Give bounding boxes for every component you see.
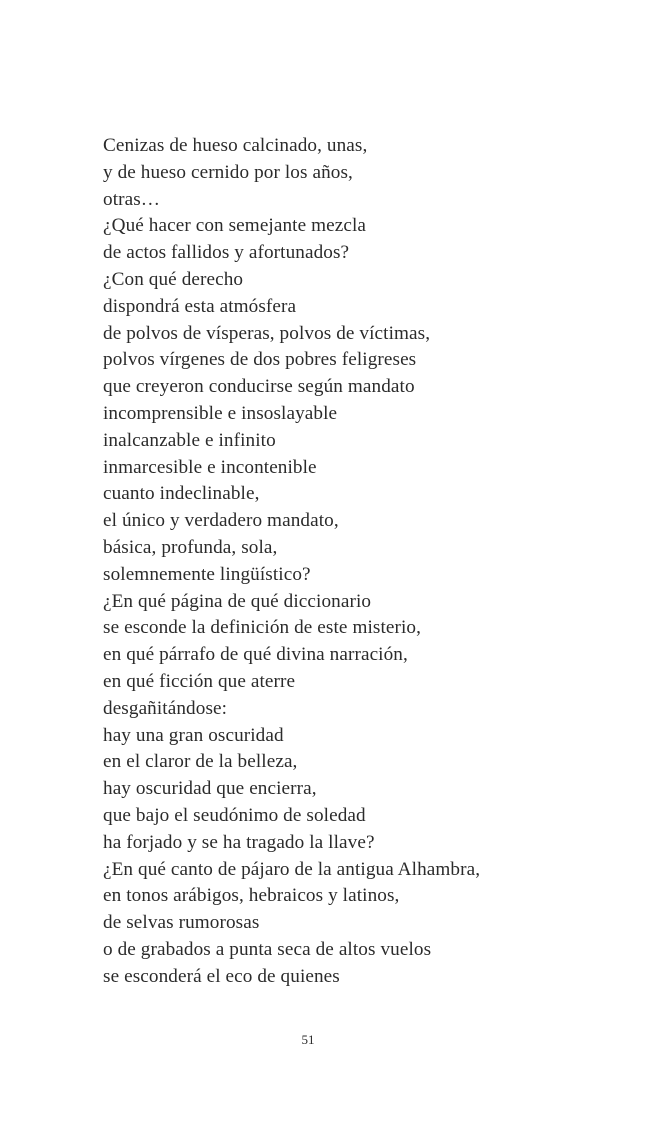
poem-line: solemnemente lingüístico?: [103, 563, 311, 585]
poem-line: dispondrá esta atmósfera: [103, 295, 297, 317]
poem-line: otras…: [103, 188, 161, 210]
poem-line: el único y verdadero mandato,: [103, 510, 339, 532]
poem-line: ¿En qué página de qué diccionario: [103, 590, 372, 612]
poem-line: desgañitándose:: [103, 697, 228, 719]
poem-line: de polvos de vísperas, polvos de víctimas,: [103, 322, 431, 344]
poem-line: se esconderá el eco de quienes: [103, 965, 340, 987]
poem-line: que bajo el seudónimo de soledad: [103, 804, 366, 826]
poem-line: hay una gran oscuridad: [103, 724, 284, 746]
poem-line: ha forjado y se ha tragado la llave?: [103, 831, 375, 853]
poem-line: de actos fallidos y afortunados?: [103, 242, 350, 264]
poem-line: polvos vírgenes de dos pobres feligreses: [103, 349, 417, 371]
poem-line: y de hueso cernido por los años,: [103, 161, 353, 183]
poem-line: básica, profunda, sola,: [103, 536, 278, 558]
poem-text: [103, 133, 603, 991]
poem-line: inalcanzable e infinito: [103, 429, 276, 451]
poem-line: ¿Con qué derecho: [103, 268, 244, 290]
poem-line: inmarcesible e incontenible: [103, 456, 317, 478]
poem-line: que creyeron conducirse según mandato: [103, 376, 415, 398]
poem-line: hay oscuridad que encierra,: [103, 778, 317, 800]
poem-line: o de grabados a punta seca de altos vuelos: [103, 938, 432, 960]
poem-line: Cenizas de hueso calcinado, unas,: [103, 135, 368, 156]
poem-line: se esconde la definición de este misterio,: [103, 617, 422, 639]
poem-line: cuanto indeclinable,: [103, 483, 260, 505]
poem-line: de selvas rumorosas: [103, 912, 260, 934]
page-number: 51: [301, 1032, 315, 1047]
poem-line: ¿Qué hacer con semejante mezcla: [103, 215, 367, 237]
poem-line: en qué ficción que aterre: [103, 670, 296, 692]
poem-line: en el claror de la belleza,: [103, 751, 298, 773]
poem-line: ¿En qué canto de pájaro de la antigua Alhambra,: [103, 858, 481, 880]
poem-line: en qué párrafo de qué divina narración,: [103, 644, 408, 666]
poem-line: en tonos arábigos, hebraicos y latinos,: [103, 885, 400, 907]
poem-line: incomprensible e insoslayable: [103, 402, 338, 424]
